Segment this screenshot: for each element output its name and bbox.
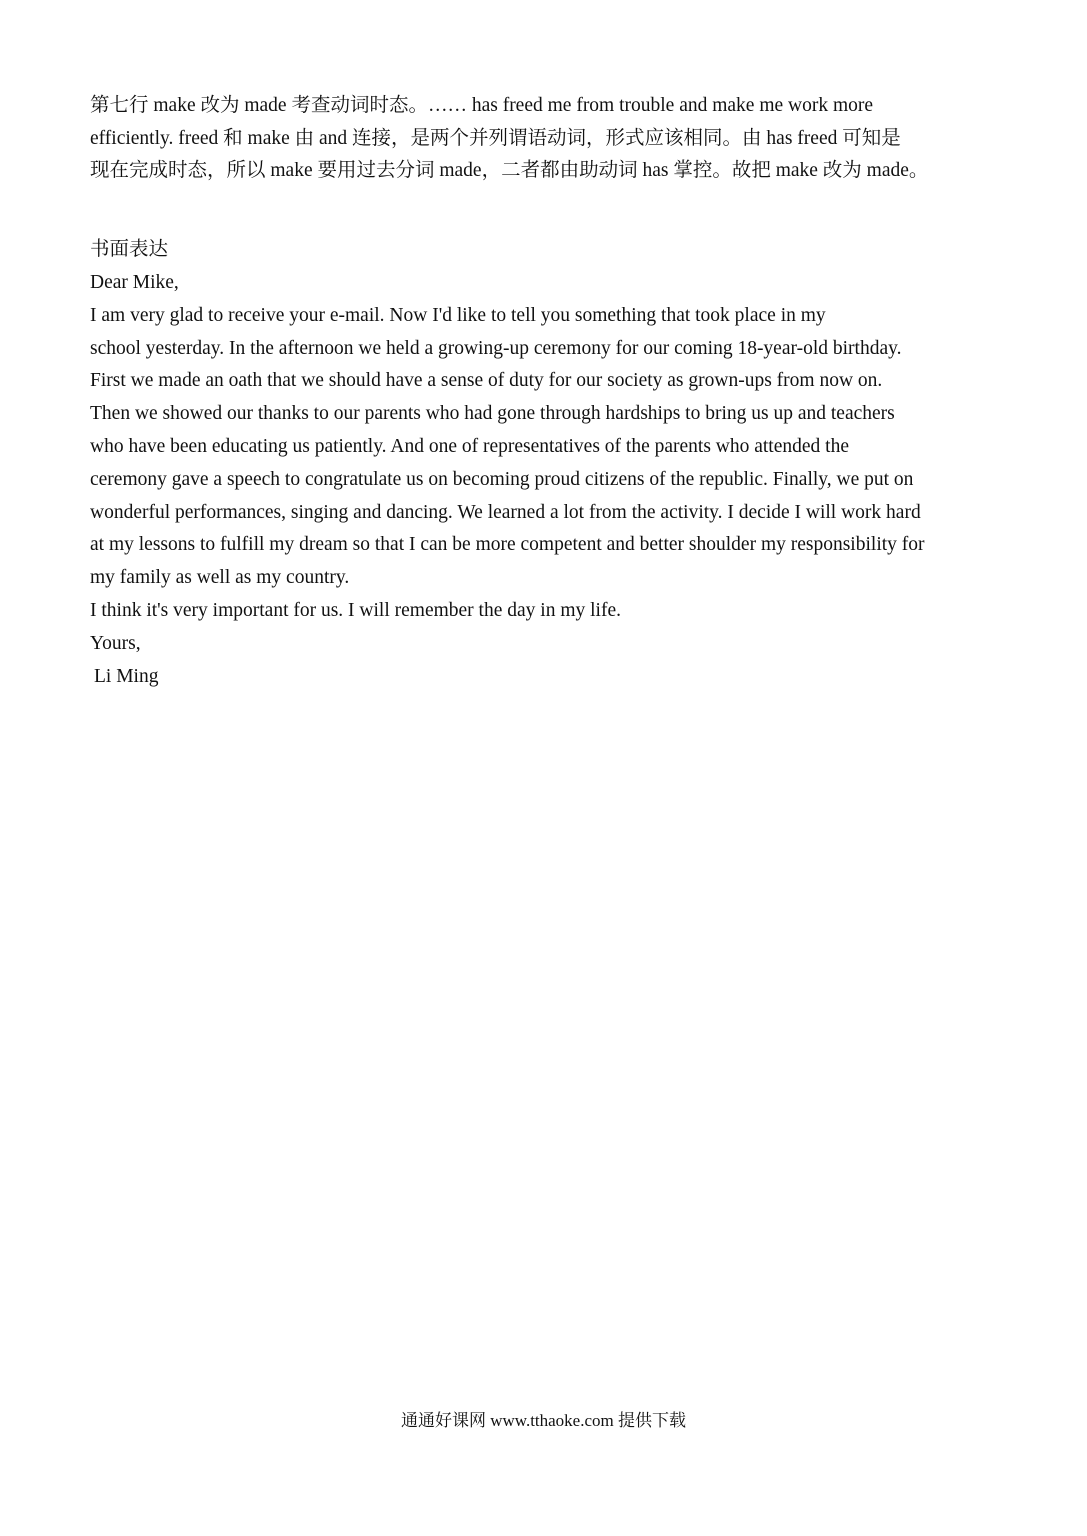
letter-closing-line: I think it's very important for us. I will remember the day in my life. [90, 599, 621, 621]
page-footer: 通通好课网 www.tthaoke.com 提供下载 [400, 1411, 687, 1430]
letter-body-line: First we made an oath that we should have a sense of duty for our society as grown-ups from now on. [90, 370, 883, 392]
letter-body-line: school yesterday. In the afternoon we held a growing-up ceremony for our coming 18-year-old birthday. [90, 337, 902, 359]
section-heading-writing: 书面表达 [90, 239, 169, 260]
letter-body-line: I am very glad to receive your e-mail. Now I'd like to tell you something that took place in my [90, 304, 826, 326]
letter-body-line: wonderful performances, singing and dancing. We learned a lot from the activity. I decide I will work hard [90, 501, 921, 523]
explanation-line-1: 第七行 make 改为 made 考查动词时态。…… has freed me from trouble and make me work more [90, 95, 874, 116]
letter-greeting: Dear Mike, [90, 272, 179, 293]
letter-signature: Li Ming [94, 665, 159, 687]
letter-body-line: who have been educating us patiently. And one of representatives of the parents who attended the [90, 435, 849, 457]
letter-body-line: my family as well as my country. [90, 567, 350, 589]
error-correction-explanation [90, 90, 1030, 188]
model-letter [90, 267, 1035, 693]
letter-body-line: Then we showed our thanks to our parents who had gone through hardships to bring us up and teachers [90, 403, 895, 425]
letter-body-line: at my lessons to fulfill my dream so that I can be more competent and better shoulder my responsibility for [90, 534, 925, 556]
explanation-line-2: efficiently. freed 和 make 由 and 连接，是两个并列谓语动词，形式应该相同。由 has freed 可知是 [90, 127, 901, 149]
explanation-line-3: 现在完成时态，所以 make 要用过去分词 made，二者都由助动词 has 掌控。故把 make 改为 made。 [90, 160, 929, 181]
letter-body-line: ceremony gave a speech to congratulate us on becoming proud citizens of the republic. Finally, we put on [90, 468, 914, 490]
letter-sign-off: Yours, [90, 632, 141, 654]
